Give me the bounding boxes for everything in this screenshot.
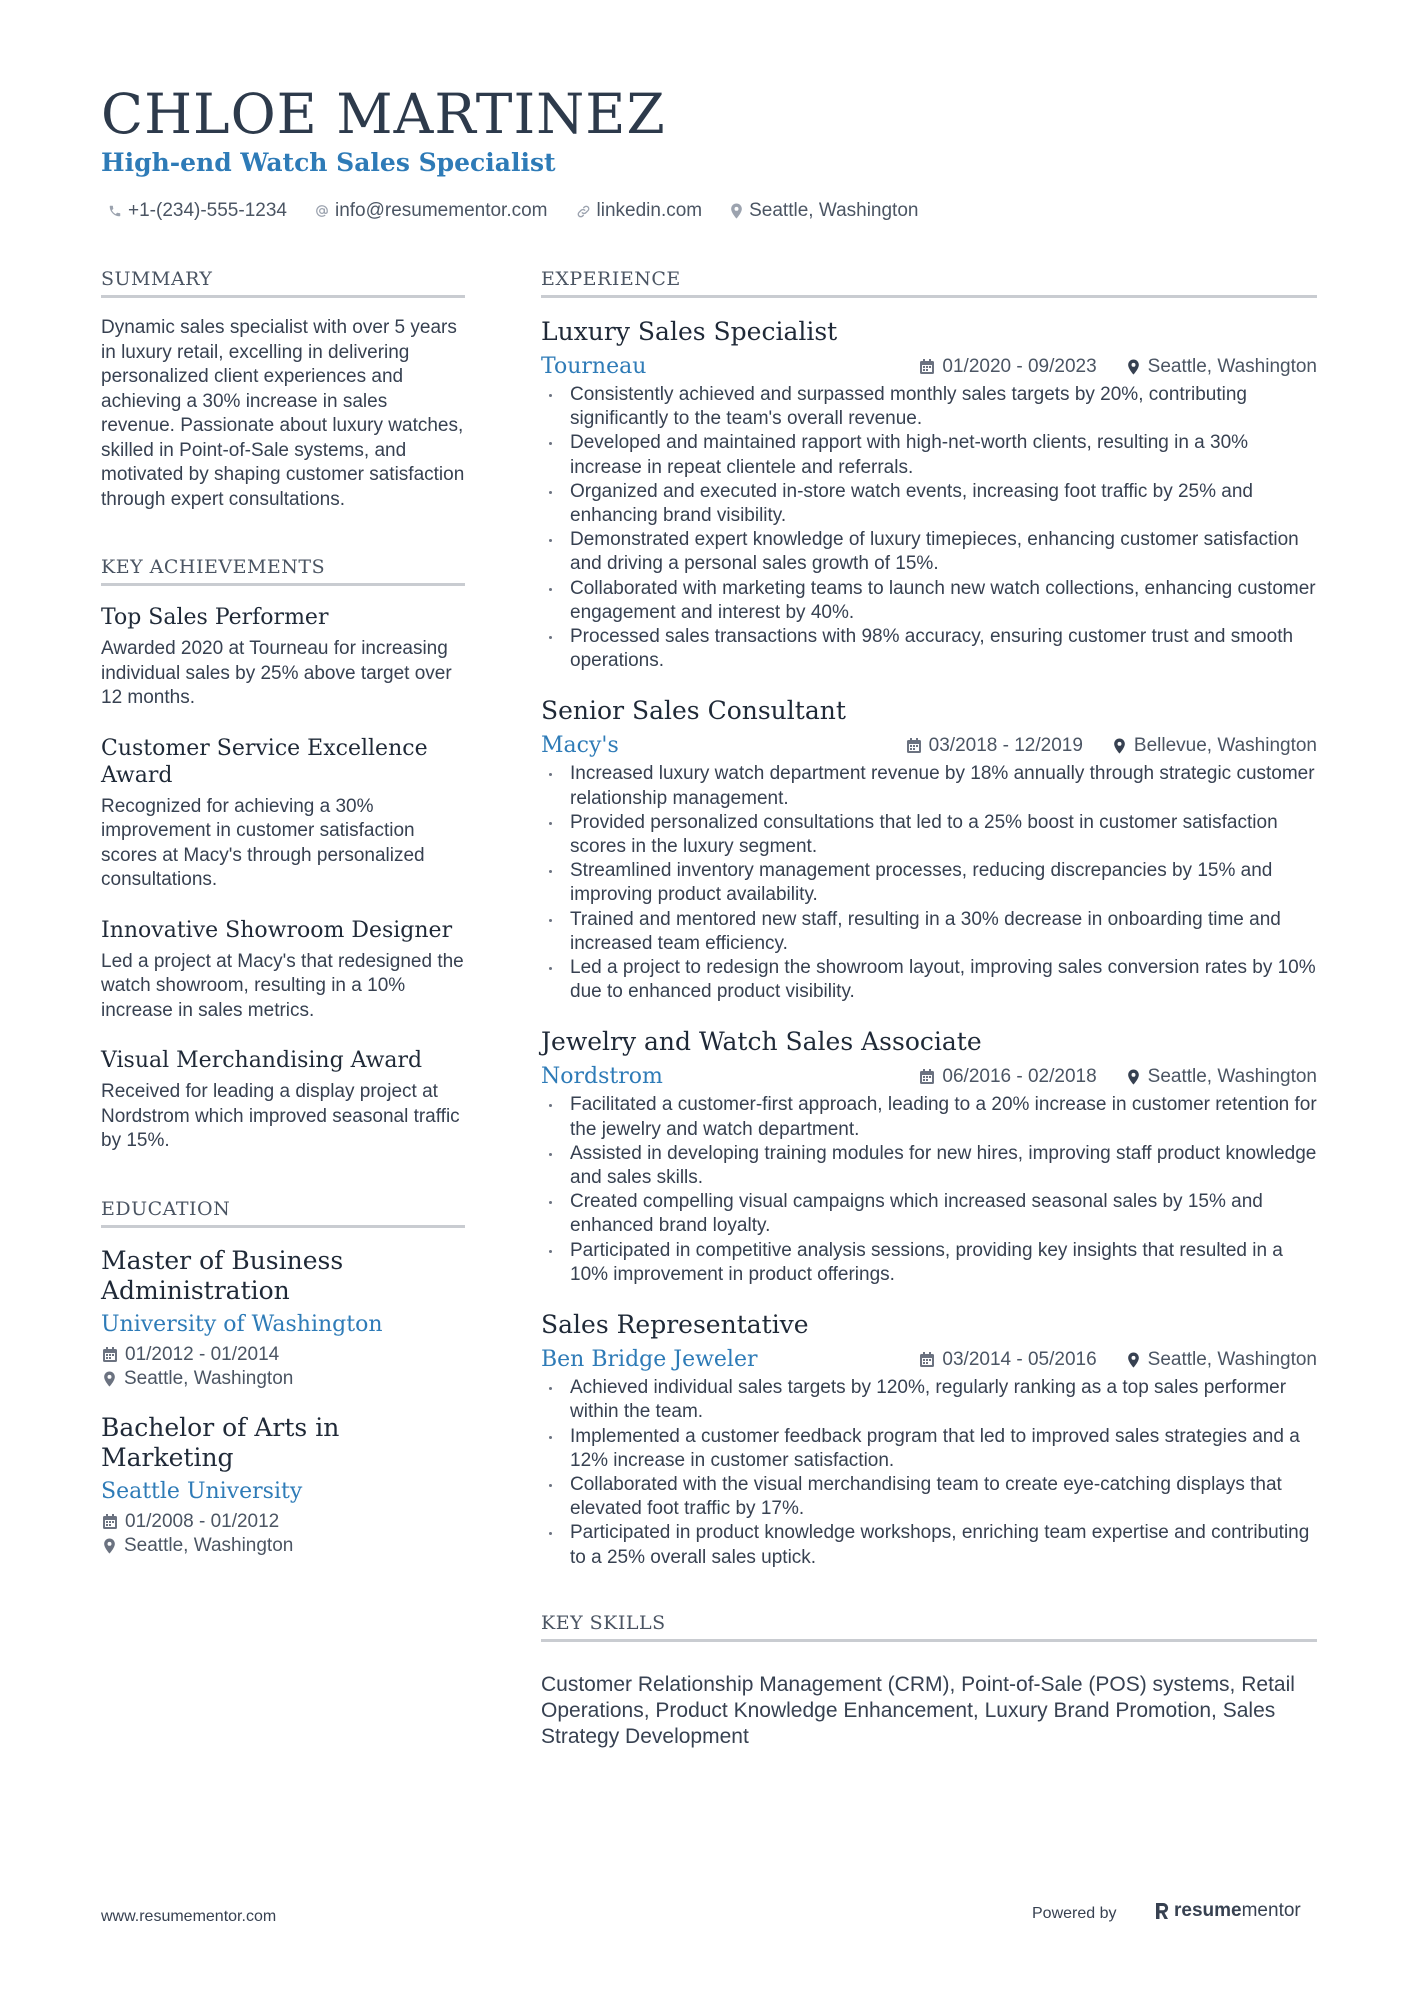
job-location-text: Seattle, Washington <box>1147 1348 1317 1370</box>
job-bullets <box>541 1093 1317 1287</box>
job-location <box>1127 1066 1317 1088</box>
achievements-section <box>101 556 465 1154</box>
calendar-icon <box>907 738 921 753</box>
job-header-row <box>541 733 1317 758</box>
right-column <box>541 268 1317 1750</box>
job-bullet: Streamlined inventory management processes, reducing discrepancies by 15% and improving product availability. <box>541 859 1317 907</box>
job-bullet: Created compelling visual campaigns which increased seasonal sales by 15% and enhanced brand loyalty. <box>541 1190 1317 1238</box>
skills-text: Customer Relationship Management (CRM), Point-of-Sale (POS) systems, Retail Operations, Product Knowledge Enhancement, Luxury Brand Promotion, Sales Strategy Development <box>541 1672 1295 1748</box>
education-item <box>101 1246 465 1391</box>
experience-section <box>541 268 1317 1570</box>
phone-icon <box>108 204 122 218</box>
job-bullets <box>541 1376 1317 1570</box>
job-dates-text: 03/2014 - 05/2016 <box>942 1348 1097 1370</box>
job-dates <box>920 1066 1096 1088</box>
brand-light: mentor <box>1241 1900 1301 1921</box>
job-dates <box>920 1349 1096 1371</box>
achievement-item <box>101 735 465 893</box>
location-pin-icon <box>103 1538 116 1554</box>
job-title: Jewelry and Watch Sales Associate <box>541 1027 982 1057</box>
footer-url[interactable]: www.resumementor.com <box>101 1908 277 1925</box>
job-bullet: Consistently achieved and surpassed monthly sales targets by 20%, contributing significantly to the team's overall revenue. <box>541 383 1317 431</box>
achievement-desc: Recognized for achieving a 30% improvement in customer satisfaction scores at Macy's through personalized consultations. <box>101 795 425 890</box>
job-bullet: Increased luxury watch department revenue by 18% annually through strategic customer relationship management. <box>541 762 1317 810</box>
job-title: Sales Representative <box>541 1310 809 1340</box>
job-bullets <box>541 383 1317 673</box>
job-bullet: Collaborated with the visual merchandising team to create eye-catching displays that elevated foot traffic by 17%. <box>541 1473 1317 1521</box>
achievement-desc: Received for leading a display project at Nordstrom which improved seasonal traffic by 15%. <box>101 1081 460 1151</box>
job-bullet: Assisted in developing training modules for new hires, improving staff product knowledge and sales skills. <box>541 1142 1317 1190</box>
achievement-desc: Awarded 2020 at Tourneau for increasing individual sales by 25% above target over 12 months. <box>101 638 452 708</box>
summary-text: Dynamic sales specialist with over 5 years in luxury retail, excelling in delivering personalized client experiences and achieving a 30% increase in sales revenue. Passionate about luxury watches, skilled in Point-of-Sale systems, and motivated by shaping customer satisfaction through expert consultations. <box>101 317 465 510</box>
job-bullet: Demonstrated expert knowledge of luxury timepieces, enhancing customer satisfaction and driving a personal sales growth of 15%. <box>541 528 1317 576</box>
job-dates <box>920 356 1096 378</box>
achievement-title: Visual Merchandising Award <box>101 1048 423 1073</box>
at-icon <box>315 204 329 218</box>
achievement-item <box>101 917 465 1024</box>
achievement-item <box>101 604 465 711</box>
job-meta <box>920 1066 1317 1088</box>
location-pin-icon <box>1127 359 1140 375</box>
education-location <box>101 1534 465 1558</box>
job-header-row <box>541 354 1317 379</box>
job-dates-text: 03/2018 - 12/2019 <box>928 734 1083 756</box>
contact-linkedin[interactable] <box>576 200 703 222</box>
job-bullet: Participated in competitive analysis sessions, providing key insights that resulted in a 10% improvement in product offerings. <box>541 1239 1317 1287</box>
education-item <box>101 1413 465 1558</box>
powered-by-label: Powered by <box>1032 1905 1117 1922</box>
calendar-icon <box>103 1514 117 1529</box>
calendar-icon <box>920 1352 934 1367</box>
job-bullet: Developed and maintained rapport with high-net-worth clients, resulting in a 30% increase in repeat clientele and referrals. <box>541 431 1317 479</box>
phone-text: +1-(234)-555-1234 <box>128 200 287 221</box>
job-title: Luxury Sales Specialist <box>541 317 838 346</box>
calendar-icon <box>920 359 934 374</box>
location-pin-icon <box>1113 738 1126 754</box>
brand-bold: resume <box>1174 1900 1242 1921</box>
calendar-icon <box>920 1069 934 1084</box>
skills-heading: KEY SKILLS <box>541 1612 1317 1642</box>
achievement-title: Innovative Showroom Designer <box>101 917 453 943</box>
job-location-text: Seattle, Washington <box>1147 1065 1317 1087</box>
calendar-icon <box>103 1347 117 1362</box>
job-bullet: Processed sales transactions with 98% accuracy, ensuring customer trust and smooth operations. <box>541 625 1317 673</box>
achievement-desc: Led a project at Macy's that redesigned the watch showroom, resulting in a 10% increase in sales metrics. <box>101 950 464 1021</box>
job-bullet: Collaborated with marketing teams to launch new watch collections, enhancing customer engagement and interest by 40%. <box>541 577 1317 625</box>
job-title: Senior Sales Consultant <box>541 696 846 726</box>
job-entry <box>541 695 1317 1004</box>
job-dates-text: 06/2016 - 02/2018 <box>942 1065 1097 1087</box>
achievements-heading: KEY ACHIEVEMENTS <box>101 556 465 586</box>
education-dates <box>101 1510 465 1534</box>
education-section <box>101 1198 465 1558</box>
job-dates-text: 01/2020 - 09/2023 <box>942 355 1097 377</box>
email-text: info@resumementor.com <box>334 200 548 221</box>
job-bullet: Led a project to redesign the showroom layout, improving sales conversion rates by 10% due to enhanced product visibility. <box>541 956 1317 1004</box>
job-bullet: Organized and executed in-store watch events, increasing foot traffic by 25% and enhancing brand visibility. <box>541 480 1317 528</box>
job-bullet: Implemented a customer feedback program that led to improved sales strategies and a 12% increase in customer satisfaction. <box>541 1425 1317 1473</box>
education-degree: Bachelor of Arts in Marketing <box>101 1412 340 1472</box>
job-location-text: Seattle, Washington <box>1147 355 1317 377</box>
job-meta <box>920 1349 1317 1371</box>
skills-section <box>541 1612 1317 1750</box>
company-name: Ben Bridge Jeweler <box>541 1347 758 1373</box>
achievement-title: Top Sales Performer <box>101 605 329 630</box>
job-list <box>541 316 1317 1570</box>
education-location-text: Seattle, Washington <box>124 1534 294 1556</box>
contact-phone[interactable] <box>108 200 287 222</box>
job-bullets <box>541 762 1317 1004</box>
job-bullet: Facilitated a customer-first approach, leading to a 20% increase in customer retention for the jewelry and watch department. <box>541 1093 1317 1141</box>
job-bullet: Trained and mentored new staff, resulting in a 30% decrease in onboarding time and increased team efficiency. <box>541 908 1317 956</box>
education-dates-text: 01/2008 - 01/2012 <box>125 1510 280 1532</box>
link-icon <box>576 204 591 219</box>
education-degree: Master of Business Administration <box>101 1245 344 1305</box>
location-pin-icon <box>730 203 743 219</box>
job-header-row <box>541 1064 1317 1089</box>
location-pin-icon <box>103 1371 116 1387</box>
summary-section <box>101 268 465 512</box>
contact-bar <box>108 200 946 222</box>
job-meta <box>920 356 1317 378</box>
job-dates <box>907 735 1083 757</box>
brand-logo[interactable] <box>1154 1900 1301 1922</box>
candidate-title: High-end Watch Sales Specialist <box>101 148 556 177</box>
resumementor-logo-icon <box>1154 1901 1170 1921</box>
company-name: Macy's <box>541 733 619 759</box>
contact-location <box>730 200 918 222</box>
location-pin-icon <box>1127 1352 1140 1368</box>
education-school: Seattle University <box>101 1478 303 1504</box>
achievement-title: Customer Service Excellence Award <box>101 735 428 788</box>
education-location <box>101 1367 465 1391</box>
location-text: Seattle, Washington <box>749 200 919 221</box>
left-column <box>101 268 465 1580</box>
company-name: Tourneau <box>541 354 647 379</box>
location-pin-icon <box>1127 1069 1140 1085</box>
education-dates <box>101 1343 465 1367</box>
job-entry <box>541 316 1317 673</box>
job-meta <box>907 735 1317 757</box>
job-location <box>1127 356 1317 378</box>
company-name: Nordstrom <box>541 1064 663 1090</box>
job-location <box>1113 735 1317 757</box>
education-heading: EDUCATION <box>101 1198 465 1228</box>
education-dates-text: 01/2012 - 01/2014 <box>125 1343 280 1365</box>
education-school: University of Washington <box>101 1311 383 1337</box>
experience-heading: EXPERIENCE <box>541 268 1317 298</box>
job-bullet: Provided personalized consultations that led to a 25% boost in customer satisfaction scores in the luxury segment. <box>541 811 1317 859</box>
candidate-name: CHLOE MARTINEZ <box>101 82 666 146</box>
job-entry <box>541 1026 1317 1287</box>
job-location <box>1127 1349 1317 1371</box>
linkedin-text: linkedin.com <box>596 200 703 221</box>
job-bullet: Achieved individual sales targets by 120%, regularly ranking as a top sales performer within the team. <box>541 1376 1317 1424</box>
job-location-text: Bellevue, Washington <box>1133 734 1317 756</box>
job-header-row <box>541 1347 1317 1372</box>
job-bullet: Participated in product knowledge workshops, enriching team expertise and contributing to a 25% overall sales uptick. <box>541 1521 1317 1569</box>
contact-email[interactable] <box>315 200 548 222</box>
education-location-text: Seattle, Washington <box>124 1367 294 1389</box>
job-entry <box>541 1309 1317 1570</box>
summary-heading: SUMMARY <box>101 268 465 298</box>
achievement-item <box>101 1047 465 1154</box>
